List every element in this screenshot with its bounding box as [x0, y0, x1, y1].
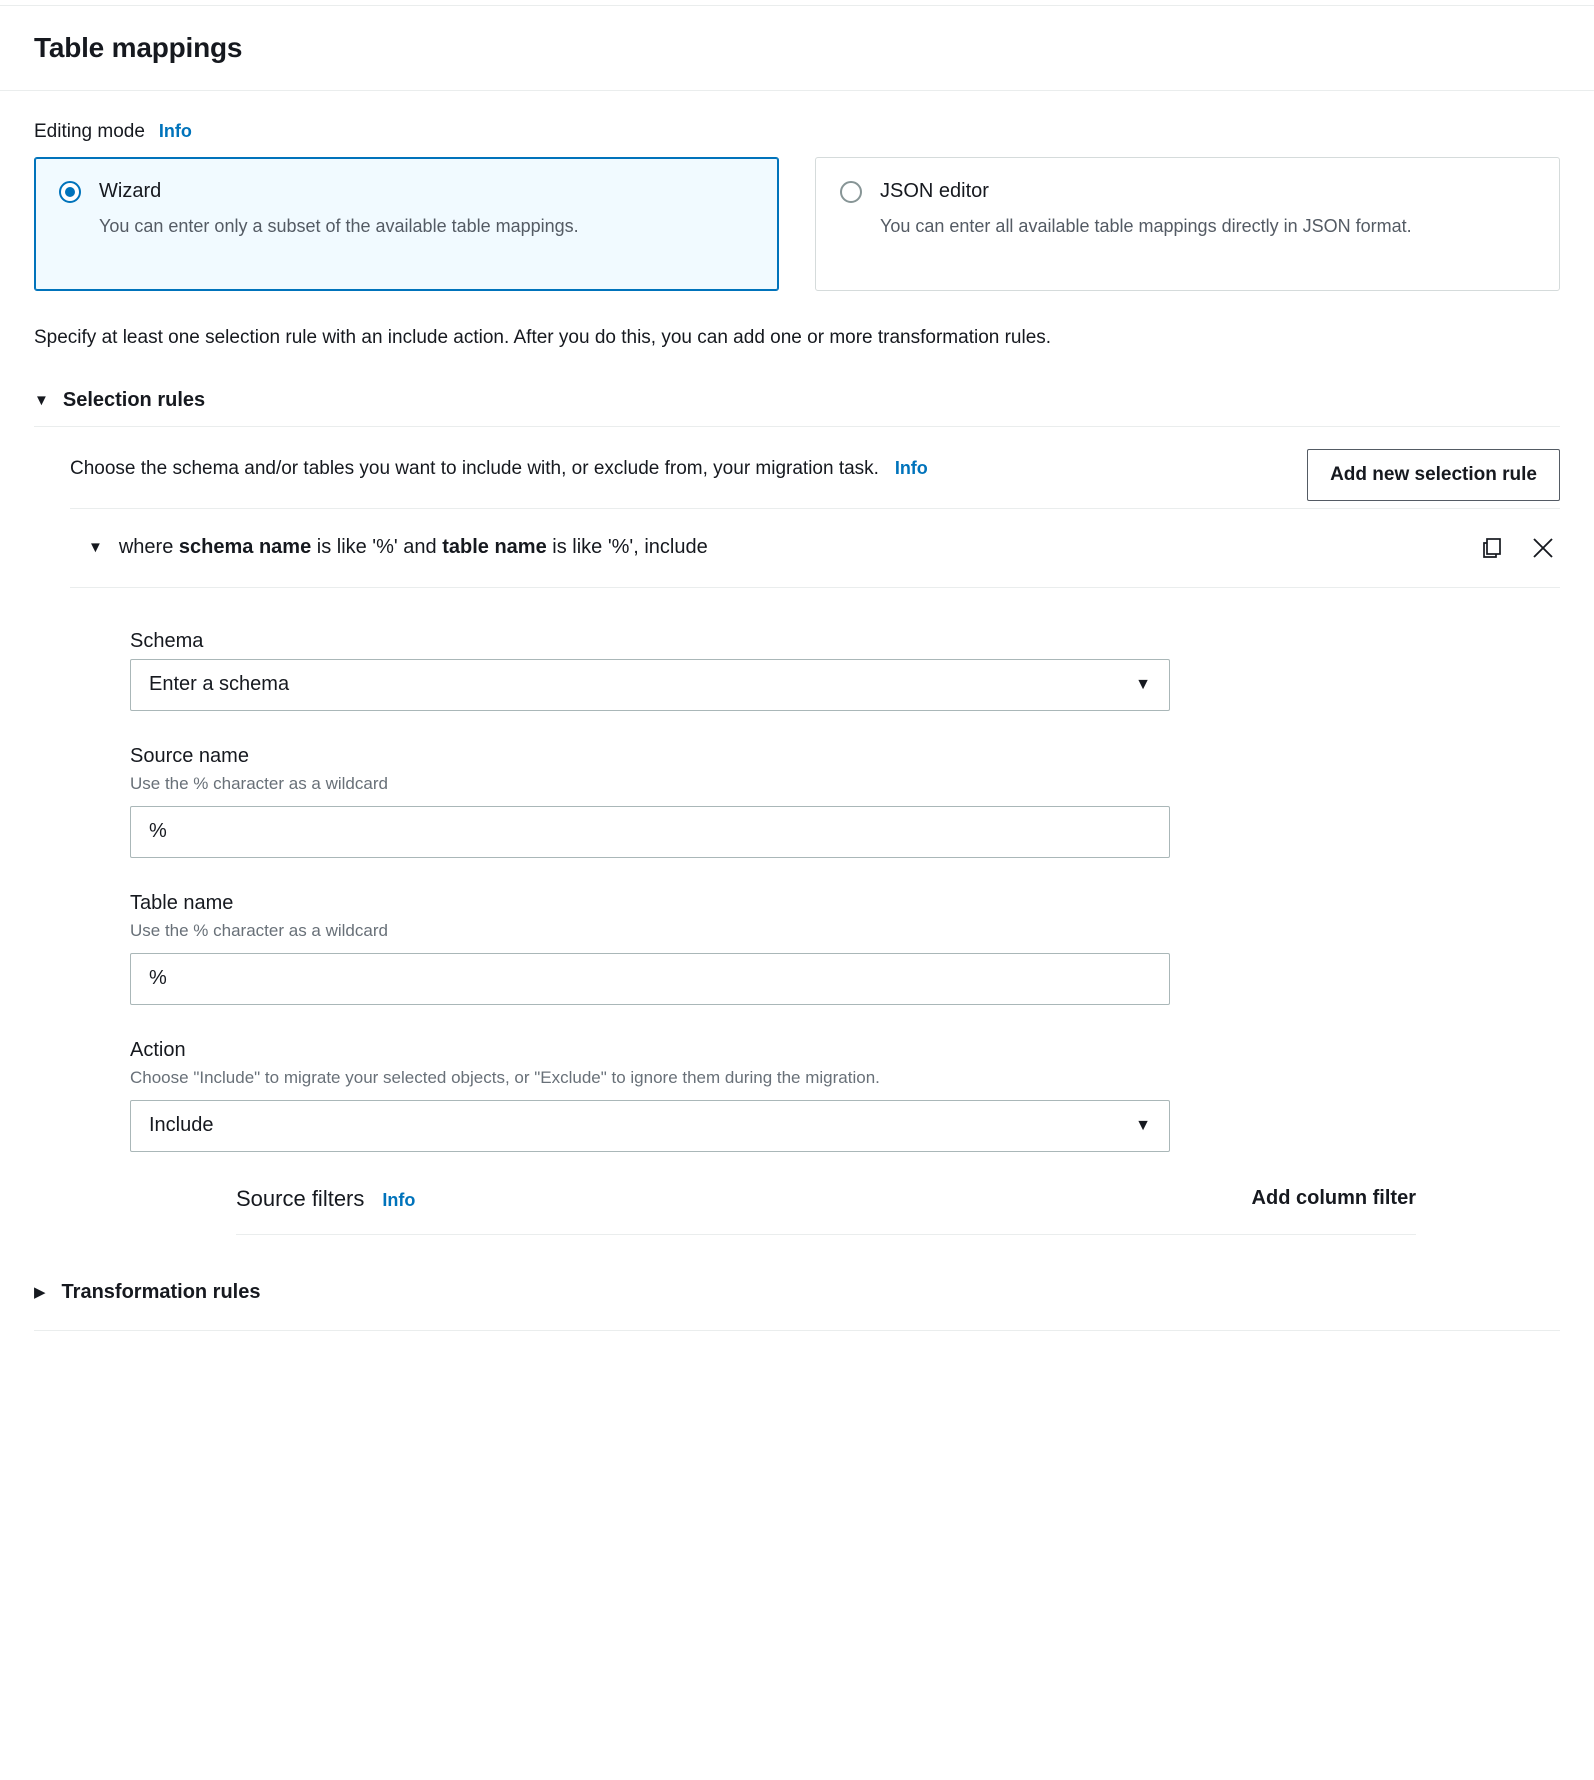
rule-prefix: where	[118, 536, 179, 559]
schema-label: Schema	[130, 629, 204, 652]
source-name-value: %	[149, 820, 167, 843]
action-label: Action	[130, 1038, 186, 1061]
intro-text: Specify at least one selection rule with an include action. After you do this, you can add one or more transformation rules.	[34, 327, 1052, 348]
editing-mode-option-json-editor[interactable]	[815, 157, 1560, 291]
schema-select-value: Enter a schema	[149, 673, 290, 696]
schema-group	[130, 630, 1560, 711]
panel-body	[0, 91, 1594, 1331]
json-editor-option-description: You can enter all available table mappings directly in JSON format.	[880, 216, 1412, 236]
source-filters-left	[236, 1186, 415, 1212]
add-new-selection-rule-button[interactable]: Add new selection rule	[1307, 449, 1560, 501]
source-filters-title: Source filters	[236, 1185, 365, 1211]
rule-bold-schema-name: schema name	[178, 536, 312, 559]
selection-rules-header[interactable]	[34, 389, 1560, 427]
copy-icon[interactable]	[1476, 531, 1510, 565]
source-filters-row	[236, 1186, 1416, 1235]
schema-select[interactable]	[130, 659, 1170, 711]
selection-rules-title: Selection rules	[62, 389, 206, 412]
wizard-radio-row	[59, 180, 754, 203]
selection-rules-description-text: Choose the schema and/or tables you want to include with, or exclude from, your migration task.	[70, 458, 879, 480]
selection-rule-summary	[119, 536, 1460, 559]
radio-selected-icon[interactable]	[59, 181, 81, 203]
close-icon[interactable]	[1526, 531, 1560, 565]
selection-rules-body	[34, 427, 1560, 1234]
transformation-rules-title: Transformation rules	[61, 1280, 261, 1303]
chevron-down-icon: ▼	[1135, 1116, 1151, 1134]
editing-mode-option-wizard[interactable]	[34, 157, 779, 291]
action-group	[130, 1039, 1560, 1152]
editing-mode-label-row	[34, 121, 1560, 143]
selection-rule-header	[70, 509, 1560, 588]
add-column-filter-button[interactable]: Add column filter	[1251, 1187, 1416, 1210]
json-editor-radio-row	[840, 180, 1535, 203]
wizard-option-title: Wizard	[99, 180, 162, 202]
action-select[interactable]	[130, 1100, 1170, 1152]
chevron-down-icon[interactable]: ▼	[34, 392, 49, 410]
selection-rules-intro	[70, 427, 1560, 508]
rule-mid-1: is like '%' and	[311, 536, 443, 559]
rule-bold-table-name: table name	[442, 536, 547, 559]
source-name-label: Source name	[130, 744, 249, 767]
editing-mode-label: Editing mode	[34, 121, 145, 142]
chevron-down-icon: ▼	[1135, 675, 1151, 693]
source-filters-info-link[interactable]: Info	[382, 1189, 416, 1210]
bottom-divider	[34, 1330, 1560, 1331]
action-select-value: Include	[149, 1114, 214, 1137]
source-name-group	[130, 745, 1560, 858]
wizard-option-description: You can enter only a subset of the available table mappings.	[99, 216, 579, 236]
source-name-hint: Use the % character as a wildcard	[130, 773, 388, 793]
table-name-input[interactable]	[130, 953, 1170, 1005]
editing-mode-radio-group	[34, 157, 1560, 291]
table-name-label: Table name	[130, 891, 234, 914]
selection-rules-info-link[interactable]: Info	[894, 458, 928, 479]
panel-header	[0, 6, 1594, 91]
action-hint: Choose "Include" to migrate your selected objects, or "Exclude" to ignore them during the migration.	[130, 1067, 880, 1087]
table-name-value: %	[149, 967, 167, 990]
selection-rules-description	[70, 453, 928, 485]
selection-rule-body	[70, 588, 1560, 1235]
table-name-group	[130, 892, 1560, 1005]
rule-chevron-down-icon[interactable]: ▼	[88, 539, 103, 557]
source-name-input[interactable]	[130, 806, 1170, 858]
transformation-rules-header[interactable]	[34, 1247, 1560, 1330]
rule-mid-2: is like '%', include	[546, 536, 708, 559]
radio-unselected-icon[interactable]	[840, 181, 862, 203]
page-title: Table mappings	[34, 32, 243, 63]
chevron-right-icon[interactable]: ▶	[34, 1284, 46, 1302]
selection-rules-section	[34, 389, 1560, 1234]
json-editor-option-title: JSON editor	[880, 180, 989, 202]
table-name-hint: Use the % character as a wildcard	[130, 920, 388, 940]
editing-mode-info-link[interactable]: Info	[158, 121, 192, 141]
